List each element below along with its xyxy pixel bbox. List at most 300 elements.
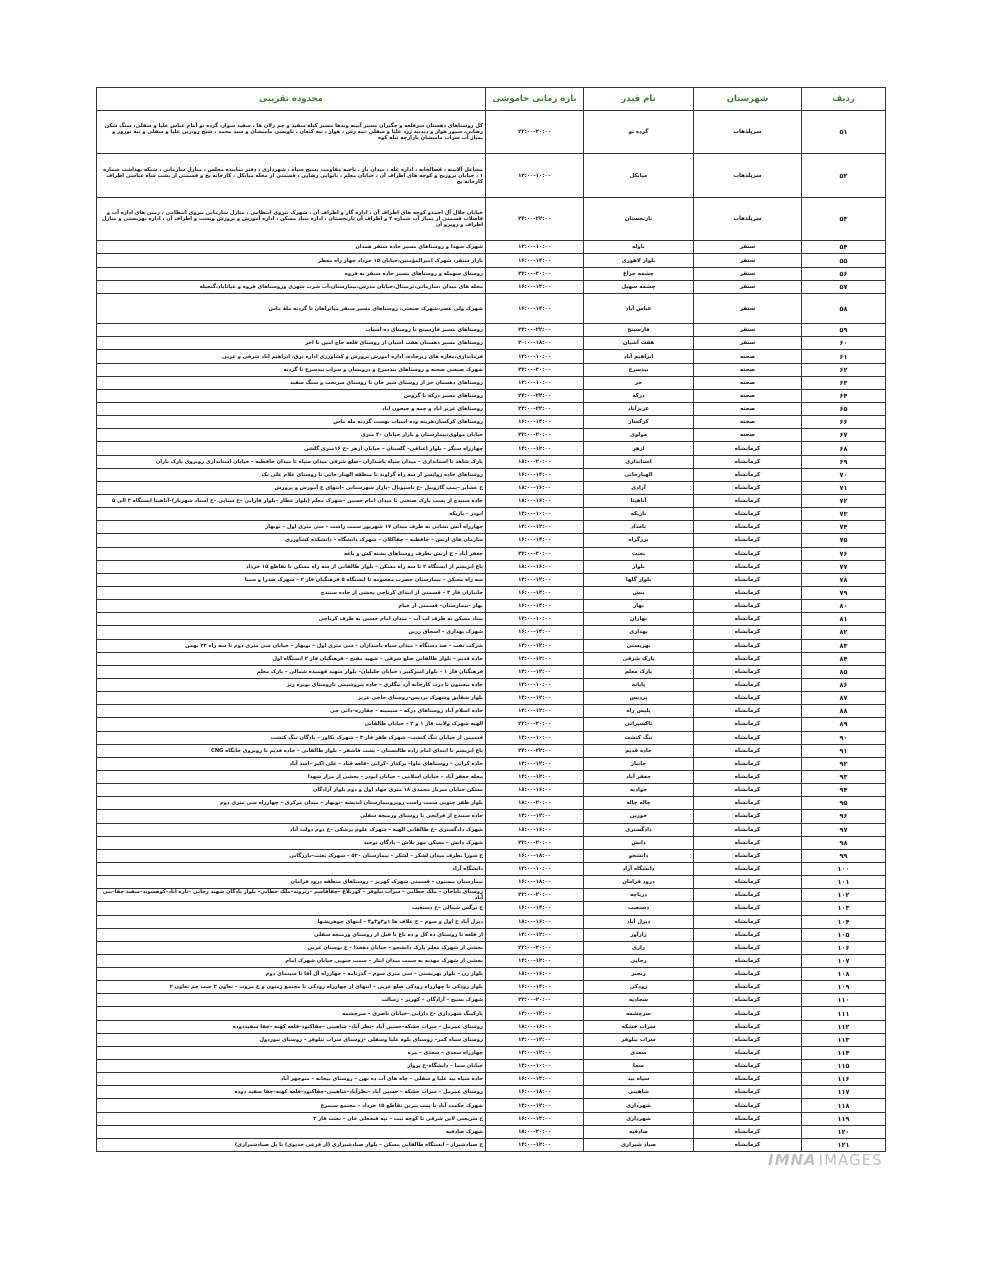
table-row — [97, 784, 886, 797]
table-row — [97, 1112, 886, 1125]
row-number-cell: ۱۱۲ — [802, 1020, 886, 1033]
area-cell: چهارراه سنگر – بلوار اعتاقی– گلستان – خیابان ازهر –خ ۱۶متری گلشن — [97, 442, 486, 455]
city-cell: کرمانشاه — [694, 692, 802, 705]
area-cell: پارکینگ شهرداری –خ دارایی –خیابان ناصری – سرچشمه — [97, 1007, 486, 1020]
area-cell: جاده سیاه بید علیا و سفلی – چاه های آب ده بهن – روستای بیجانه – منوچهر آباد — [97, 1073, 486, 1086]
feeder-cell: آزادی — [584, 481, 694, 494]
time-window-cell: ۱۸:۰۰-۱۶:۰۰ — [486, 915, 584, 928]
time-window-cell: ۱۸:۰۰-۱۶:۰۰ — [486, 968, 584, 981]
row-number-cell: ۷۴ — [802, 521, 886, 534]
table-row — [97, 862, 886, 875]
time-window-cell: ۱۸:۰۰-۲۰:۰۰ — [486, 455, 584, 468]
feeder-cell: بعثت — [584, 547, 694, 560]
table-header-row — [97, 88, 886, 111]
row-number-cell: ۱۰۷ — [802, 954, 886, 967]
feeder-cell: درکه — [584, 389, 694, 402]
row-number-cell: ۷۹ — [802, 586, 886, 599]
table-row — [97, 350, 886, 363]
table-row — [97, 293, 886, 323]
feeder-cell: جوادیه — [584, 784, 694, 797]
area-cell: باغ ابریشم از ایستگاه ۲ تا سه راه مسکن – بلوار طالقانی از سه راه مسکن تا تقاطع ۱۵ خرداد — [97, 560, 486, 573]
area-cell: خ صیادشیراز – ایستگاه طالقانی مسکن – بلوار صیادشیرازی (از فرعی خدیوی) تا پل صیادشیرازی) — [97, 1138, 486, 1151]
row-number-cell: ۱۰۵ — [802, 928, 886, 941]
feeder-cell: چشمه سهیل — [584, 280, 694, 293]
watermark-brand: IMNA — [768, 1151, 817, 1169]
time-window-cell: ۱۴:۰۰-۱۲:۰۰ — [486, 652, 584, 665]
time-window-cell: ۱۴:۰۰-۱۲:۰۰ — [486, 1046, 584, 1059]
city-cell: کرمانشاه — [694, 981, 802, 994]
area-cell: مسکن خیابان سرباز محمدی ۱۸ متری جهاد اول و دوم بلوار آزادگان — [97, 784, 486, 797]
row-number-cell: ۷۵ — [802, 534, 886, 547]
table-row — [97, 941, 886, 954]
feeder-cell: پایانه — [584, 678, 694, 691]
area-cell: بازار سنقر، شهرک امیرالمؤمنین،خیابان ۱۵ خرداد چهار راه معطر — [97, 254, 486, 267]
feeder-cell: عباس آباد — [584, 293, 694, 323]
table-row — [97, 1099, 886, 1112]
area-cell: خ شورا بطرف میدان لشکر – لشکر – بیمارستان ۵۲۰ – شهرک بعثت–بازرگانی — [97, 849, 486, 862]
row-number-cell: ۶۹ — [802, 455, 886, 468]
city-cell: کرمانشاه — [694, 994, 802, 1007]
time-window-cell: ۱۶:۰۰-۱۸:۰۰ — [486, 876, 584, 889]
time-window-cell: ۱۴:۰۰-۱۲:۰۰ — [486, 1099, 584, 1112]
time-window-cell: ۲۲:۰۰-۲۰:۰۰ — [486, 547, 584, 560]
area-cell: محله جعفر آباد – خیابان اسلامی – خیابان ابوذر – بخشی از مزار شهدا — [97, 770, 486, 783]
table-row — [97, 665, 886, 678]
city-cell: کرمانشاه — [694, 560, 802, 573]
feeder-cell: رجایی — [584, 954, 694, 967]
feeder-cell: دانشجو — [584, 849, 694, 862]
city-cell: کرمانشاه — [694, 1046, 802, 1059]
table-row — [97, 1073, 886, 1086]
feeder-cell: رازی — [584, 941, 694, 954]
feeder-cell: پردیس — [584, 692, 694, 705]
row-number-cell: ۱۰۶ — [802, 941, 886, 954]
time-window-cell: ۱۶:۰۰-۱۴:۰۰ — [486, 626, 584, 639]
city-cell: کرمانشاه — [694, 481, 802, 494]
area-cell: فرهنگیان فاز ۱ – بلوار امیرکبیر ، خیابان جلیلیان– بلوار شهید فهمیده شمالی – پارک معلم — [97, 665, 486, 678]
city-cell: کرمانشاه — [694, 902, 802, 915]
time-window-cell: ۱۶:۰۰-۱۴:۰۰ — [486, 1112, 584, 1125]
table-row — [97, 876, 886, 889]
row-number-cell: ۱۲۱ — [802, 1138, 886, 1151]
area-cell: بخشی از شهرک معلم پارک دانشجو – خیابان دهخدا – خ بوستان غربی — [97, 941, 486, 954]
time-window-cell: ۱۴:۰۰-۱۲:۰۰ — [486, 442, 584, 455]
time-window-cell: ۱۶:۰۰-۱۴:۰۰ — [486, 254, 584, 267]
feeder-cell: بلوار لاهوری — [584, 254, 694, 267]
feeder-cell: صادقیه — [584, 1125, 694, 1138]
feeder-cell: بهزیستی — [584, 639, 694, 652]
time-window-cell: ۱۶:۰۰-۱۴:۰۰ — [486, 293, 584, 323]
row-number-cell: ۹۵ — [802, 797, 886, 810]
time-window-cell: ۱۲:۰۰-۱۰:۰۰ — [486, 731, 584, 744]
city-cell: کرمانشاه — [694, 573, 802, 586]
area-cell: خیابان سما – دانشگاه–خ پرواز — [97, 1060, 486, 1073]
city-cell: صحنه — [694, 429, 802, 442]
row-number-cell: ۸۲ — [802, 626, 886, 639]
row-number-cell: ۷۸ — [802, 573, 886, 586]
area-cell: محله های میدان ،سازمانی،ترمینال،خیابان مدرس،بیمارستان،آب شرب شهری وروستاهای فروه و غیاثاباد،گنجیله — [97, 280, 486, 293]
city-cell: صحنه — [694, 403, 802, 416]
feeder-cell: باوله — [584, 241, 694, 254]
time-window-cell: ۱۲:۰۰-۱۰:۰۰ — [486, 508, 584, 521]
feeder-cell: جانباز — [584, 757, 694, 770]
row-number-cell: ۵۲ — [802, 154, 886, 197]
area-cell: روستاهای عزیز اباد و چمه و جیحون اباد — [97, 403, 486, 416]
time-window-cell: ۲۲:۰۰-۲۰:۰۰ — [486, 429, 584, 442]
city-cell: کرمانشاه — [694, 1033, 802, 1046]
row-number-cell: ۱۱۳ — [802, 1033, 886, 1046]
row-number-cell: ۶۲ — [802, 363, 886, 376]
row-number-cell: ۱۱۶ — [802, 1073, 886, 1086]
table-row — [97, 626, 886, 639]
feeder-cell: دادگستری — [584, 823, 694, 836]
table-row — [97, 280, 886, 293]
area-cell: الهیه شهرک ولایت فاز ۱ و ۲ – خیابان طالقانی — [97, 718, 486, 731]
feeder-cell: بنش — [584, 586, 694, 599]
feeder-cell: شهرداری — [584, 1099, 694, 1112]
city-cell: سنقر — [694, 267, 802, 280]
area-cell: شهرک حکمت آباد تا پمپ بنزین تقاطع ۱۵ خرداد – مجتمع سیمرغ — [97, 1099, 486, 1112]
city-cell: صحنه — [694, 416, 802, 429]
area-cell: سه راه مسکن – بیمارستان حضرت معصومه تا ایستگاه ۵ فرهنگیان فاز ۲ – شهرک صدرا و سینا — [97, 573, 486, 586]
feeder-cell: سرچشمه — [584, 1007, 694, 1020]
time-window-cell: ۱۸:۰۰-۱۶:۰۰ — [486, 495, 584, 508]
table-row — [97, 254, 886, 267]
time-window-cell: ۲۲:۰۰-۲۰:۰۰ — [486, 718, 584, 731]
feeder-cell: چاله چاله — [584, 797, 694, 810]
table-row — [97, 376, 886, 389]
city-cell: کرمانشاه — [694, 442, 802, 455]
table-row — [97, 442, 886, 455]
time-window-cell: ۱۶:۰۰-۱۴:۰۰ — [486, 1073, 584, 1086]
time-window-cell: ۱۴:۰۰-۱۲:۰۰ — [486, 928, 584, 941]
row-number-cell: ۱۱۱ — [802, 1007, 886, 1020]
city-cell: کرمانشاه — [694, 534, 802, 547]
feeder-cell: تنگ کنشت — [584, 731, 694, 744]
city-cell: سنقر — [694, 293, 802, 323]
row-number-cell: ۹۱ — [802, 744, 886, 757]
time-window-cell: ۲۴:۰۰-۲۲:۰۰ — [486, 744, 584, 757]
time-window-cell: ۱۶:۰۰-۱۴:۰۰ — [486, 534, 584, 547]
time-window-cell: ۱۴:۰۰-۱۲:۰۰ — [486, 705, 584, 718]
row-number-cell: ۵۳ — [802, 197, 886, 240]
area-cell: روستاهای مسیر دهستان هفت اشیان از روستای قلعه حاج امین تا اخر — [97, 337, 486, 350]
city-cell: کرمانشاه — [694, 770, 802, 783]
time-window-cell: ۱۶:۰۰-۱۴:۰۰ — [486, 902, 584, 915]
area-cell: قسمتی از خیابان تنگ کنشت– شهرک ظفر فاز ۳ – شهرک تکاور – پادگان تنگ کنشت — [97, 731, 486, 744]
table-row — [97, 416, 886, 429]
city-cell: کرمانشاه — [694, 678, 802, 691]
time-window-cell: ۲۲:۰۰-۲۰:۰۰ — [486, 994, 584, 1007]
area-cell: فرمانداری،مغازه های زیرجاده، اداره اموزش پرورش و کشاورزی اداره برق، ابراهیم اباد شرقی و غربی — [97, 350, 486, 363]
feeder-cell: دریاچه — [584, 889, 694, 902]
table-row — [97, 468, 886, 481]
area-cell: جاده قدیم – بلوار طالقانی ضلع شرقی – شهید مفتح – فرهنگیان فاز ۲ ایستگاه اول — [97, 652, 486, 665]
area-cell: دیزل آباد خ اول و سوم – خ علاف ها ۱و۲و۳و۴ – انتهای جوهریشها — [97, 915, 486, 928]
table-row — [97, 403, 886, 416]
feeder-cell: شهرداری — [584, 1112, 694, 1125]
time-window-cell: ۱۴:۰۰-۱۲:۰۰ — [486, 810, 584, 823]
table-row — [97, 534, 886, 547]
feeder-cell: عزیزآباد — [584, 403, 694, 416]
imna-images-watermark — [768, 1151, 883, 1169]
table-row — [97, 241, 886, 254]
row-number-cell: ۱۰۳ — [802, 902, 886, 915]
table-row — [97, 560, 886, 573]
area-cell: روستاهای کرکساز،هرینه وده اسیاب بهست گردنه مله ماس — [97, 416, 486, 429]
feeder-cell: الهیارخانی — [584, 468, 694, 481]
city-cell: کرمانشاه — [694, 797, 802, 810]
time-window-cell: ۱۸:۰۰-۲۰:۰۰ — [486, 1125, 584, 1138]
area-cell: مشاغل آلابینه ، قصالخانه ، اداره غله ، میدان بار ، ناحیه مقاومت بسیج سپاه ، شهرداری ، دفتر نماینده مجلس ، منازل سازمانی ، شبکه بهداشت شماره ۱ ، خیابان تروریج و کوچه های اطراف آن ، خیابان معلم ، نانوایی رضایی ، قسمتی از محله میانکل ، کارخانه یخ و قسمتی از پشت شاه عباسی اطراف کارخانه یخ — [97, 154, 486, 197]
table-row — [97, 1007, 886, 1020]
time-window-cell: ۲۴:۰۰-۲۲:۰۰ — [486, 389, 584, 402]
city-cell: کرمانشاه — [694, 915, 802, 928]
area-cell: روستای باباجان – ملک خطابی – سراب نیلوفر – کوربلاغ –چقاقاسم –زیزوند–ملک خطابی– بلوار پادگان شهید رجایی –تازه آباد–کوهسوند–سفید چقا–بنی آباد — [97, 889, 486, 902]
row-number-cell: ۸۴ — [802, 652, 886, 665]
time-window-cell: ۲۴:۰۰-۲۲:۰۰ — [486, 197, 584, 240]
row-number-cell: ۱۱۰ — [802, 994, 886, 1007]
city-cell: سرپلذهاب — [694, 111, 802, 154]
city-cell: کرمانشاه — [694, 744, 802, 757]
area-cell: جعفر آباد – خ ارتش بطرف روستاهای پشته کش و باغه — [97, 547, 486, 560]
row-number-cell: ۹۸ — [802, 836, 886, 849]
city-cell: کرمانشاه — [694, 862, 802, 875]
feeder-cell: ابراهیم آباد — [584, 350, 694, 363]
city-cell: سنقر — [694, 280, 802, 293]
feeder-cell: دانش — [584, 836, 694, 849]
table-row — [97, 389, 886, 402]
time-window-cell: ۱۴:۰۰-۱۲:۰۰ — [486, 1007, 584, 1020]
feeder-cell: بهداری — [584, 626, 694, 639]
area-cell: روستاهای دهستان حر از روستای شیر خان تا روستای سرتخت و سنگ سفید — [97, 376, 486, 389]
city-cell: کرمانشاه — [694, 547, 802, 560]
city-cell: کرمانشاه — [694, 836, 802, 849]
row-number-cell: ۷۷ — [802, 560, 886, 573]
city-cell: کرمانشاه — [694, 1112, 802, 1125]
city-cell: کرمانشاه — [694, 1099, 802, 1112]
feeder-cell: چشمه جراغ — [584, 267, 694, 280]
table-row — [97, 267, 886, 280]
table-row — [97, 600, 886, 613]
time-window-cell: ۱۴:۰۰-۱۲:۰۰ — [486, 521, 584, 534]
row-number-cell: ۶۵ — [802, 403, 886, 416]
time-window-cell: ۱۶:۰۰-۱۴:۰۰ — [486, 600, 584, 613]
city-cell: کرمانشاه — [694, 954, 802, 967]
area-cell: شرکت نفت – صد دستگاه – میدان سپاه پاسداران – سی متری اول – نوبهار – خیابان سی متری دوم تا سه راه ۲۲ بهمن — [97, 639, 486, 652]
feeder-cell: بامداد — [584, 521, 694, 534]
row-number-cell: ۱۰۰ — [802, 862, 886, 875]
feeder-cell: تاکسیرانی — [584, 718, 694, 731]
city-cell: کرمانشاه — [694, 1060, 802, 1073]
table-row — [97, 705, 886, 718]
row-number-cell: ۸۸ — [802, 705, 886, 718]
city-cell: کرمانشاه — [694, 586, 802, 599]
feeder-cell: آناهیتا — [584, 495, 694, 508]
time-window-cell: ۲۲:۰۰-۲۰:۰۰ — [486, 836, 584, 849]
feeder-cell: دستغیب — [584, 902, 694, 915]
outage-schedule-table — [96, 87, 886, 1152]
outage-schedule-sheet — [96, 87, 885, 1152]
area-cell: بلوار رودکی تا چهارراه رودکی ضلع غربی – انتهای از چهارراه رودکی تا مجتمع زمتون و خ مروت – تعاون ۲ جنب چم تعاون ۲ — [97, 981, 486, 994]
area-cell: شهرک بهداری – اسحاق زرین — [97, 626, 486, 639]
city-cell: کرمانشاه — [694, 652, 802, 665]
time-window-cell: ۱۴:۰۰-۱۲:۰۰ — [486, 692, 584, 705]
table-row — [97, 429, 886, 442]
time-window-cell: ۱۴:۰۰-۱۲:۰۰ — [486, 573, 584, 586]
city-cell: سنقر — [694, 337, 802, 350]
city-cell: سنقر — [694, 241, 802, 254]
time-window-cell: ۱۶:۰۰-۱۸:۰۰ — [486, 849, 584, 862]
area-cell: ابوذر – باریکه — [97, 508, 486, 521]
area-cell: روستای عمرمل – سراب خشکه–حسین آباد –نظر آباد– شاهینی –چقاکبود–قلعه کهنه –چقا سفیددوده — [97, 1020, 486, 1033]
city-cell: کرمانشاه — [694, 600, 802, 613]
row-number-cell: ۹۹ — [802, 849, 886, 862]
row-number-cell: ۹۲ — [802, 757, 886, 770]
table-row — [97, 718, 886, 731]
table-row — [97, 994, 886, 1007]
area-cell: بلوار زن – بلوار بهزیستی – سی متری سوم – گذرنامه – چهارراه آل آقا تا سینمای دوم — [97, 968, 486, 981]
table-row — [97, 455, 886, 468]
feeder-cell: ازهر — [584, 442, 694, 455]
row-number-cell: ۸۵ — [802, 665, 886, 678]
area-cell: خ شریعتی لاین شرقی تا کوچه ثبت – تپه قنحعلی خان – بعثت فاز ۲ — [97, 1112, 486, 1125]
time-window-cell: ۱۴:۰۰-۱۲:۰۰ — [486, 770, 584, 783]
row-number-cell: ۱۰۹ — [802, 981, 886, 994]
row-number-cell: ۵۱ — [802, 111, 886, 154]
area-cell: باغ ابریشم تا ابتدای امام زاده طالبستان – پشت قاشقر – بلوار طالقانی – جاده قدیم تا روبروی جایگاه CNG — [97, 744, 486, 757]
header-feeder: نام فیدر — [584, 88, 694, 111]
table-row — [97, 586, 886, 599]
feeder-cell: نارنجستان — [584, 197, 694, 240]
area-cell: روستای سهمله و روستاهای مسیر جاده سنقر به فروه — [97, 267, 486, 280]
feeder-cell: صیاد شیرازی — [584, 1138, 694, 1151]
time-window-cell: ۱۶:۰۰-۱۸:۰۰ — [486, 1086, 584, 1099]
table-row — [97, 1138, 886, 1151]
feeder-cell: جعفر آباد — [584, 770, 694, 783]
row-number-cell: ۹۷ — [802, 823, 886, 836]
time-window-cell: ۲۲:۰۰-۲۰:۰۰ — [486, 363, 584, 376]
area-cell: روستای سیاه کمر– روستای بلوه علیا وسفلی –روستای سراب نیلوفر – روستای تنوردول — [97, 1033, 486, 1046]
row-number-cell: ۱۰۸ — [802, 968, 886, 981]
time-window-cell: ۲۲:۰۰-۲۰:۰۰ — [486, 941, 584, 954]
row-number-cell: ۷۱ — [802, 481, 886, 494]
city-cell: سرپلذهاب — [694, 197, 802, 240]
table-row — [97, 573, 886, 586]
header-area: محدوده تقریبی — [97, 88, 486, 111]
table-row — [97, 337, 886, 350]
row-number-cell: ۸۹ — [802, 718, 886, 731]
time-window-cell: ۱۲:۰۰-۱۰:۰۰ — [486, 678, 584, 691]
city-cell: کرمانشاه — [694, 1086, 802, 1099]
row-number-cell: ۷۰ — [802, 468, 886, 481]
city-cell: کرمانشاه — [694, 784, 802, 797]
header-city: شهرستان — [694, 88, 802, 111]
time-window-cell: ۱۲:۰۰-۱۰:۰۰ — [486, 1060, 584, 1073]
city-cell: کرمانشاه — [694, 639, 802, 652]
area-cell: سازمان های ارتش – حافظیه – چقاکلان – شهرک دانشگاه – دانشکده کشاورزی — [97, 534, 486, 547]
time-window-cell: ۱۶:۰۰-۱۴:۰۰ — [486, 280, 584, 293]
area-cell: روستای عمرمل – سراب خشکه – حسین آباد –نظرآباد–شاهینی–چقاکبود–قلعه کهنه–چقا سفید دوده — [97, 1086, 486, 1099]
area-cell: شهرک دادگستری –خ طالقانی الهیه – شهرک علوم پزشکی –خ دوم دولت آباد — [97, 823, 486, 836]
area-cell: شهرک بسیج – آزادگان – کهریز – رسالت — [97, 994, 486, 1007]
row-number-cell: ۷۲ — [802, 495, 886, 508]
city-cell: کرمانشاه — [694, 665, 802, 678]
feeder-cell: استانداری — [584, 455, 694, 468]
time-window-cell: ۲۲:۰۰-۲۰:۰۰ — [486, 111, 584, 154]
time-window-cell: ۱۴:۰۰-۱۲:۰۰ — [486, 665, 584, 678]
feeder-cell: بلوار — [584, 560, 694, 573]
area-cell: جاده سنندج از پست پارک صنعتی تا میدان امام حسین –شهرک معلم (بلوار عطار –بلوار فارابی –خ سنایی –خ استاد شهریار)–آناهیتا ایستگاه ۳ الی ۵ — [97, 495, 486, 508]
area-cell: خیابان جلال آل احمدو کوچه های اطراف آن ، اداره گاز و اطراف آن ، شهرک نیروی انتظامی ، منازل سازمانی نیروی انتظامی ، زمین های اداره آب و فاضلاب قسمتی از پمپاژ آب شماره ۴ و اطراف آن تارنجستان ، اداره بنیاد مسکن ، اداره آموزش و پرورش وپشت و اطراف آن ، اداره بهزیستی و منازل اطراف و روبرو آن — [97, 197, 486, 240]
row-number-cell: ۸۷ — [802, 692, 886, 705]
city-cell: کرمانشاه — [694, 718, 802, 731]
time-window-cell: ۱۴:۰۰-۱۲:۰۰ — [486, 757, 584, 770]
row-number-cell: ۶۳ — [802, 376, 886, 389]
table-row — [97, 521, 886, 534]
time-window-cell: ۱۶:۰۰-۱۴:۰۰ — [486, 586, 584, 599]
time-window-cell: ۱۴:۰۰-۱۲:۰۰ — [486, 1138, 584, 1151]
header-row-number: ردیف — [802, 88, 886, 111]
feeder-cell: پلیس راه — [584, 705, 694, 718]
table-row — [97, 324, 886, 337]
city-cell: کرمانشاه — [694, 849, 802, 862]
feeder-cell: سراب نیلوفر — [584, 1033, 694, 1046]
table-row — [97, 954, 886, 967]
row-number-cell: ۸۱ — [802, 613, 886, 626]
area-cell: روستاهای جاده روانسر از سه راه گراوند تا منطقه الهیار خانی تا روستای غلام علی بک — [97, 468, 486, 481]
time-window-cell: ۲۴:۰۰-۲۲:۰۰ — [486, 324, 584, 337]
feeder-cell: دانشگاه آزاد — [584, 862, 694, 875]
area-cell: دانشگاه آزاد — [97, 862, 486, 875]
area-cell: کل روستاهای دهستان سرقلعه و جگیران مسیر آبینه وندها مسیر کیله سفید و چم زلان ها ، سفید سوار، گرده نو آمام عباس علیا و سفلی، سنگ شکن رضایی، سپور هوار و دیدنبد زرد علیا و سفلی ،تپه رش ، هوار ، تپه کنعان ، باویسی مامیشان و سید محمد ، شیخ رو،زین علیا و سفلی و تپه نوروز و پمپاژ آب سراب مامیشان بازارچه تیله کوه — [97, 111, 486, 154]
city-cell: کرمانشاه — [694, 941, 802, 954]
city-cell: کرمانشاه — [694, 823, 802, 836]
table-row — [97, 849, 886, 862]
city-cell: کرمانشاه — [694, 757, 802, 770]
area-cell: جانبازان فاز ۳ – قسمتی از ابتدای کرناچی بخشی از جاده سنندج — [97, 586, 486, 599]
area-cell: روستاهای مسیر فارسینج تا روستای ده اسیاب — [97, 324, 486, 337]
time-window-cell: ۲۲:۰۰-۲۰:۰۰ — [486, 267, 584, 280]
row-number-cell: ۸۶ — [802, 678, 886, 691]
row-number-cell: ۵۶ — [802, 267, 886, 280]
feeder-cell: هفت آشیان — [584, 337, 694, 350]
area-cell: روستاهای مسیر درکه تا گروس — [97, 389, 486, 402]
table-row — [97, 823, 886, 836]
table-row — [97, 797, 886, 810]
row-number-cell: ۵۵ — [802, 254, 886, 267]
row-number-cell: ۱۱۹ — [802, 1112, 886, 1125]
row-number-cell: ۵۴ — [802, 241, 886, 254]
table-row — [97, 197, 886, 240]
row-number-cell: ۵۷ — [802, 280, 886, 293]
city-cell: کرمانشاه — [694, 731, 802, 744]
row-number-cell: ۵۹ — [802, 324, 886, 337]
area-cell: بلوار شقایق وشهرک پردیس–روستای حاجی عزیز — [97, 692, 486, 705]
time-window-cell: ۱۴:۰۰-۱۲:۰۰ — [486, 1033, 584, 1046]
feeder-cell: سجادیه — [584, 994, 694, 1007]
feeder-cell: کرکساز — [584, 416, 694, 429]
city-cell: صحنه — [694, 350, 802, 363]
area-cell: بیمارستان بیستون – قسمتی شهرک کهریز – روستاهای منطقه درود فرامان — [97, 876, 486, 889]
feeder-cell: پارک شرقی — [584, 652, 694, 665]
area-cell: جاده اسلام آباد روستاهای درکه – سیمینه – چقارزه–داتی جی — [97, 705, 486, 718]
table-row — [97, 928, 886, 941]
row-number-cell: ۷۶ — [802, 547, 886, 560]
table-row — [97, 731, 886, 744]
row-number-cell: ۱۰۴ — [802, 915, 886, 928]
area-cell: خ نرگس شمالی –خ دستغیب — [97, 902, 486, 915]
